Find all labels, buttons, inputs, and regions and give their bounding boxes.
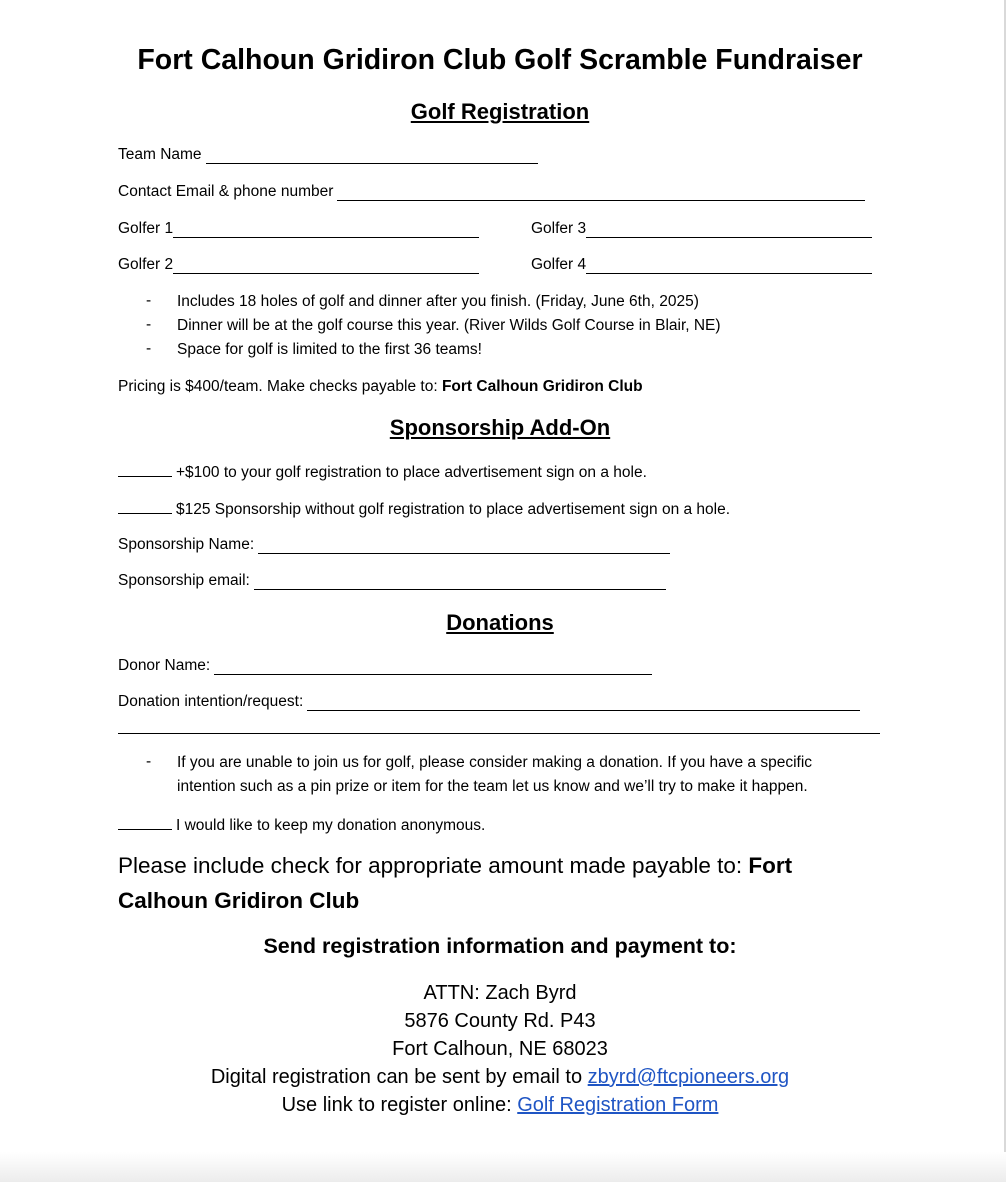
send-to-heading: Send registration information and payment to: bbox=[263, 934, 737, 958]
sponsorship-email-field[interactable] bbox=[118, 572, 666, 590]
golfer4-line[interactable] bbox=[586, 259, 872, 274]
sponsorship-email-line[interactable] bbox=[254, 575, 666, 590]
address-attn: ATTN: Zach Byrd bbox=[423, 982, 577, 1004]
document-title: Fort Calhoun Gridiron Club Golf Scramble Fundraiser bbox=[137, 44, 863, 76]
bullet-marker: - bbox=[146, 292, 152, 309]
team-name-field[interactable] bbox=[118, 146, 538, 164]
donor-name-field[interactable] bbox=[118, 657, 652, 675]
contact-label: Contact Email & phone number bbox=[118, 183, 334, 200]
golfer2-line[interactable] bbox=[173, 259, 479, 274]
pricing-line bbox=[118, 378, 643, 396]
address-city: Fort Calhoun, NE 68023 bbox=[392, 1038, 608, 1060]
email-text: Digital registration can be sent by email to bbox=[210, 1066, 588, 1088]
payment-note-payee-start: Fort bbox=[748, 853, 793, 878]
donations-heading: Donations bbox=[446, 610, 554, 635]
bullet-item: Includes 18 holes of golf and dinner after you finish. (Friday, June 6th, 2025) bbox=[177, 293, 699, 310]
email-link[interactable]: zbyrd@ftcpioneers.org bbox=[587, 1066, 790, 1088]
donor-name-label: Donor Name: bbox=[118, 657, 211, 674]
online-line bbox=[0, 1094, 1000, 1117]
bullet-marker: - bbox=[146, 753, 152, 770]
payment-note-line1 bbox=[118, 848, 792, 883]
sponsorship-addon-text: +$100 to your golf registration to place advertisement sign on a hole. bbox=[176, 464, 647, 481]
donor-name-line[interactable] bbox=[214, 660, 652, 675]
donation-note-line1: If you are unable to join us for golf, please consider making a donation. If you have a specific bbox=[177, 754, 813, 771]
golfer1-label: Golfer 1 bbox=[118, 220, 174, 237]
donation-note-line2: intention such as a pin prize or item for the team let us know and we’ll try to make it happen. bbox=[177, 778, 808, 795]
payment-note-payee-end: Calhoun Gridiron Club bbox=[118, 888, 360, 913]
donation-intention-label: Donation intention/request: bbox=[118, 693, 304, 710]
payment-note-text: Please include check for appropriate amount made payable to: bbox=[118, 853, 749, 878]
email-line bbox=[0, 1066, 1000, 1089]
pricing-text: Pricing is $400/team. Make checks payable to: bbox=[118, 378, 442, 395]
bullet-marker: - bbox=[146, 340, 152, 357]
anonymous-blank[interactable] bbox=[118, 815, 172, 830]
bullet-marker: - bbox=[146, 316, 152, 333]
sponsorship-option-standalone[interactable] bbox=[118, 499, 730, 519]
online-text: Use link to register online: bbox=[281, 1094, 518, 1116]
golfer3-field[interactable] bbox=[531, 220, 872, 238]
donation-intention-line[interactable] bbox=[307, 696, 860, 711]
golf-registration-heading: Golf Registration bbox=[410, 99, 590, 124]
pricing-payee: Fort Calhoun Gridiron Club bbox=[441, 378, 643, 395]
sponsorship-email-label: Sponsorship email: bbox=[118, 572, 250, 589]
payment-note-line2 bbox=[118, 883, 359, 918]
contact-field[interactable] bbox=[118, 183, 865, 201]
team-name-label: Team Name bbox=[118, 146, 202, 163]
sponsorship-standalone-text: $125 Sponsorship without golf registration to place advertisement sign on a hole. bbox=[176, 501, 731, 518]
golfer1-line[interactable] bbox=[173, 223, 479, 238]
bullet-item: Dinner will be at the golf course this year. (River Wilds Golf Course in Blair, NE) bbox=[177, 317, 721, 334]
sponsorship-heading: Sponsorship Add-On bbox=[389, 415, 611, 440]
sponsorship-name-field[interactable] bbox=[118, 536, 670, 554]
golfer3-label: Golfer 3 bbox=[531, 220, 587, 237]
golfer2-field[interactable] bbox=[118, 256, 479, 274]
donation-intention-extra-line[interactable] bbox=[118, 733, 880, 734]
donation-intention-field[interactable] bbox=[118, 693, 860, 711]
sponsorship-addon-blank[interactable] bbox=[118, 462, 172, 477]
golfer4-field[interactable] bbox=[531, 256, 872, 274]
sponsorship-name-line[interactable] bbox=[258, 539, 670, 554]
sponsorship-name-label: Sponsorship Name: bbox=[118, 536, 255, 553]
anonymous-option[interactable] bbox=[118, 815, 485, 835]
golfer4-label: Golfer 4 bbox=[531, 256, 587, 273]
contact-line[interactable] bbox=[337, 186, 865, 201]
golfer3-line[interactable] bbox=[586, 223, 872, 238]
page-bottom-shadow bbox=[0, 1152, 1006, 1182]
team-name-line[interactable] bbox=[206, 149, 538, 164]
sponsorship-option-addon[interactable] bbox=[118, 462, 647, 482]
anonymous-text: I would like to keep my donation anonymous. bbox=[176, 817, 486, 834]
golfer2-label: Golfer 2 bbox=[118, 256, 174, 273]
registration-form-link[interactable]: Golf Registration Form bbox=[517, 1094, 719, 1116]
bullet-item: Space for golf is limited to the first 36 teams! bbox=[177, 341, 482, 358]
address-street: 5876 County Rd. P43 bbox=[404, 1010, 596, 1032]
sponsorship-standalone-blank[interactable] bbox=[118, 499, 172, 514]
golfer1-field[interactable] bbox=[118, 220, 479, 238]
